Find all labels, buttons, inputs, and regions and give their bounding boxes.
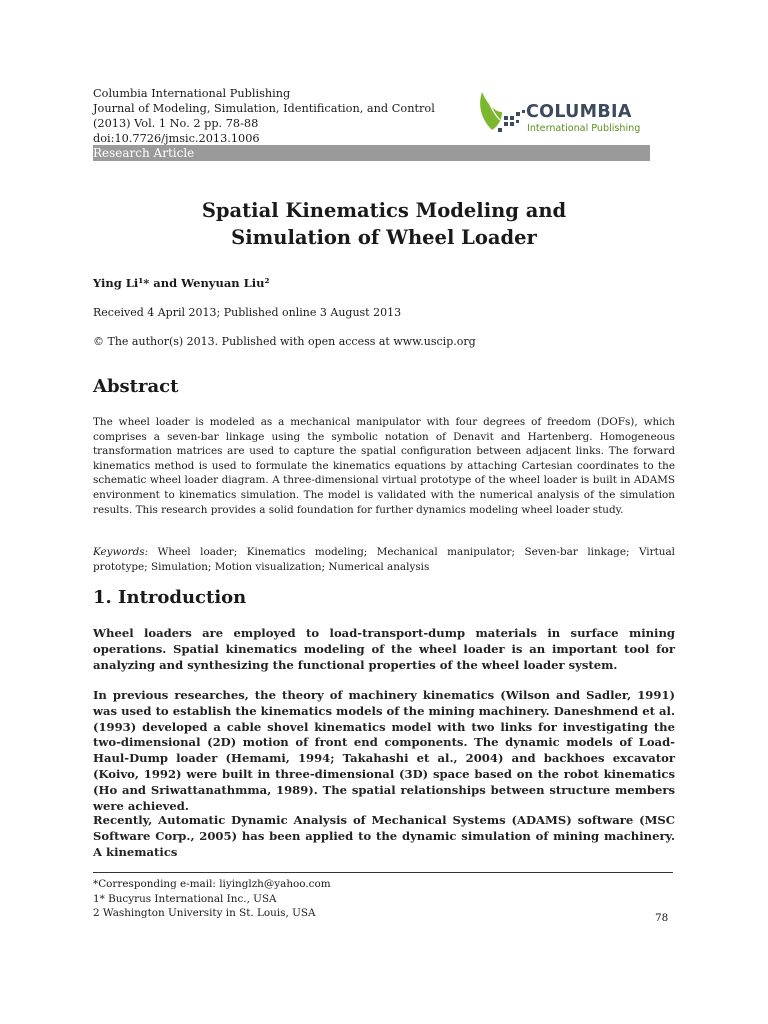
journal-header bbox=[93, 86, 473, 146]
journal-name: Journal of Modeling, Simulation, Identification, and Control bbox=[93, 102, 435, 115]
keywords-list: Wheel loader; Kinematics modeling; Mechanical manipulator; Seven-bar linkage; Virtual prototype; Simulation; Motion visualization; Numerical analysis bbox=[93, 546, 675, 573]
page-number: 78 bbox=[655, 912, 669, 924]
logo-brand-text: COLUMBIA bbox=[526, 102, 632, 122]
columbia-logo bbox=[474, 90, 650, 138]
paper-title bbox=[93, 197, 675, 251]
logo-subtitle-text: International Publishing bbox=[527, 123, 641, 134]
volume-info: (2013) Vol. 1 No. 2 pp. 78-88 bbox=[93, 117, 259, 130]
article-type-bar bbox=[93, 145, 650, 161]
publication-dates: Received 4 April 2013; Published online 3 August 2013 bbox=[93, 306, 402, 319]
article-type-label: Research Article bbox=[93, 146, 195, 160]
abstract-heading: Abstract bbox=[93, 376, 179, 397]
leaf-logo-icon bbox=[474, 90, 526, 138]
title-line-1: Spatial Kinematics Modeling and bbox=[201, 199, 567, 222]
author-list: Ying Li¹* and Wenyuan Liu² bbox=[93, 276, 270, 290]
footnotes bbox=[93, 877, 331, 921]
affiliation-1: 1* Bucyrus International Inc., USA bbox=[93, 892, 277, 905]
intro-paragraph-3: Recently, Automatic Dynamic Analysis of Mechanical Systems (ADAMS) software (MSC Software Corp., 2005) has been applied to the dynamic simulation of mining machinery. A kinematics bbox=[93, 813, 675, 859]
footnote-divider bbox=[93, 872, 673, 873]
copyright-notice: © The author(s) 2013. Published with open access at www.uscip.org bbox=[93, 335, 476, 348]
intro-paragraph-1: Wheel loaders are employed to load-transport-dump materials in surface mining operations. Spatial kinematics modeling of the wheel loader is an important tool for analyzing and synthesizing the functional properties of the wheel loader system. bbox=[93, 626, 675, 672]
doi-link[interactable]: doi:10.7726/jmsic.2013.1006 bbox=[93, 132, 260, 145]
publisher-name: Columbia International Publishing bbox=[93, 87, 291, 100]
introduction-heading: 1. Introduction bbox=[93, 587, 247, 608]
affiliation-2: 2 Washington University in St. Louis, USA bbox=[93, 907, 316, 920]
corresponding-email[interactable]: *Corresponding e-mail: liyinglzh@yahoo.com bbox=[93, 878, 331, 890]
intro-paragraph-2: In previous researches, the theory of machinery kinematics (Wilson and Sadler, 1991) was used to establish the kinematics models of the mining machinery. Daneshmend et al. (1993) developed a cable shovel kinematics model with two links for investigating the two-dimensional (2D) motion of front end components. The dynamic models of Load-Haul-Dump loader (Hemami, 1994; Takahashi et al., 2004) and backhoes excavator (Koivo, 1992) were built in three-dimensional (3D) space based on the robot kinematics (Ho and Sriwattanathmma, 1989). The spatial relationships between structure members were achieved. bbox=[93, 688, 675, 813]
keywords bbox=[93, 545, 675, 574]
keywords-label: Keywords: bbox=[93, 546, 149, 558]
abstract-text: The wheel loader is modeled as a mechanical manipulator with four degrees of freedom (DOFs), which comprises a seven-bar linkage using the symbolic notation of Denavit and Hartenberg. Homogeneous transformation matrices are used to capture the spatial configuration between adjacent links. The forward kinematics method is used to formulate the kinematics equations by attaching Cartesian coordinates to the schematic wheel loader diagram. A three-dimensional virtual prototype of the wheel loader is built in ADAMS environment to kinematics simulation. The model is validated with the numerical analysis of the simulation results. This research provides a solid foundation for further dynamics modeling wheel loader study. bbox=[93, 416, 675, 516]
title-line-2: Simulation of Wheel Loader bbox=[231, 226, 537, 249]
